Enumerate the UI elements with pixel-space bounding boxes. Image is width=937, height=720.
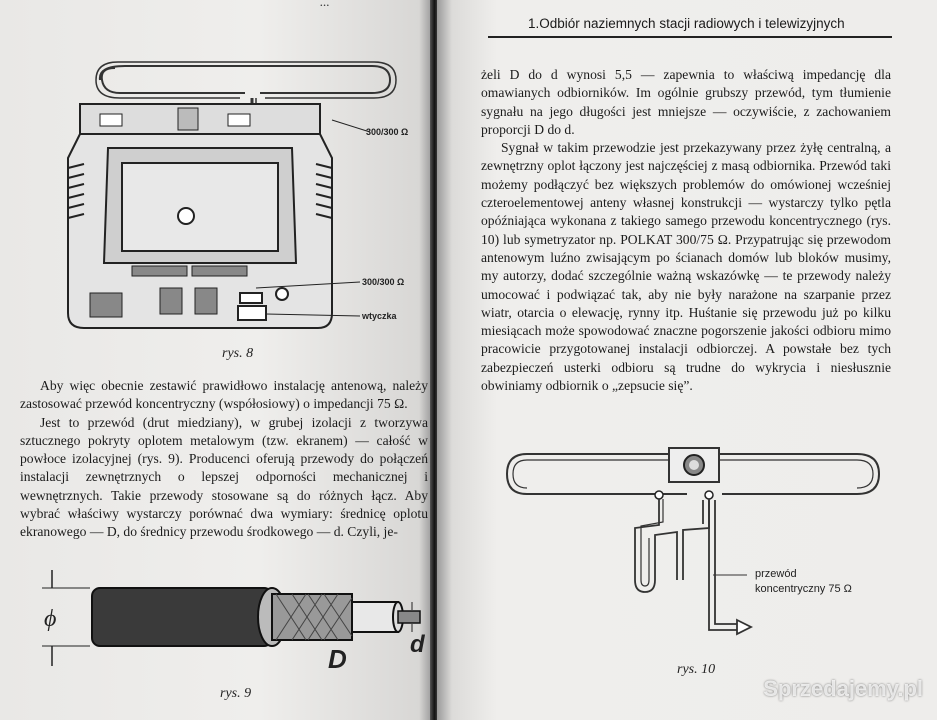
figure-8-tv-antenna [60,48,430,348]
figure-8-caption: rys. 8 [222,346,254,361]
left-page-text [20,377,428,542]
figure-10-caption: rys. 10 [677,662,716,677]
coax-feed [709,500,737,630]
folded-dipole [100,66,390,93]
label-300-mid: 300/300 Ω [362,277,405,287]
antenna-socket [240,293,262,303]
plug [238,306,266,320]
paragraph: Sygnał w takim przewodzie jest przekazywany przez żyłę centralną, a zewnętrzny oplot łączony jest najczęściej z masą odbiornika. Przewód taki możemy podłączyć bez większych problemów do omówionej wcześniej czteroelementowej anteny własnej konstrukcji — wystarczy tylko pętla opóźniająca wykonana z takiego samego przewodu koncentrycznego (rys. 10) lub symetryzator np. POLKAT 300/75 Ω. Przypatrując się przewodom antenowym luźno zwisającym po ścianach domów lub bloków musimy, my autorzy, dodać szczególnie ważną wskazówkę — te przewody należy umocować i podwiązać tak, aby nie były narażone na szarpanie przez wiatr, otarcia o elewację, rynny itp. Huśtanie się przewodu już po kilku miesiącach może spowodować znaczne pogorszenie jakości odbioru mimo pracowicie przygotowanej instalacji odbiorczej. A powstałe bez tych zabezpieczeń usterki odbioru są trudne do wykrycia i niesłusznie obwiniamy odbiornik o „zepsucie się”. [481,140,891,394]
outer-jacket [92,588,272,646]
header-rule [488,36,892,38]
figure-9-caption: rys. 9 [220,686,252,701]
figure-10-dipole-coax [497,440,917,660]
figure-9-coax-cable [30,562,430,682]
paragraph: żeli D do d wynosi 5,5 — zapewnia to właściwą impedancję dla omawianych odbiorników. Im ogólnie grubszy przewód, tym tłumienie sygnału na jego długości jest mniejsze — oczywiście, z zachowaniem proporcji D do d. [481,67,891,137]
label-plug: wtyczka [362,311,397,321]
right-page [437,0,937,720]
symbol-D: D [328,644,347,674]
watermark-logo: Sprzedajemy.pl [763,676,923,701]
label-coax-line1: przewód [755,568,797,580]
right-page-text [481,66,891,395]
running-head: 1.Odbiór naziemnych stacji radiowych i telewizyjnych [528,16,845,31]
label-300-top: 300/300 Ω [366,127,409,137]
paragraph: Aby więc obecnie zestawić prawidłowo instalację antenową, należy zastosować przewód koncentryczny (współosiowy) o impedancji 75 Ω. [20,378,428,412]
left-running-head: ... [320,0,330,9]
insulator [352,602,398,632]
paragraph: Jest to przewód (drut miedziany), w grubej izolacji z tworzywa sztucznego pokryty oplotem metalowym (tzw. ekranem) — całość w powłoce izolacyjnej (rys. 9). Producenci oferują przewody do połączeń instalacji zewnętrznych o lepszej odporności mechanicznej i wewnętrznych. Takie przewody stosowane są do różnych łącz. Aby wybrać właściwy wystarczy porównać dwa wymiary: średnicę oplotu ekranowego — D, do średnicy przewodu środkowego — d. Czyli, je- [20,414,428,540]
left-page [0,0,432,720]
symbol-d: d [410,631,425,658]
symbol-phi: ϕ [44,606,57,632]
center-conductor [398,611,420,623]
label-coax-line2: koncentryczny 75 Ω [755,583,852,595]
